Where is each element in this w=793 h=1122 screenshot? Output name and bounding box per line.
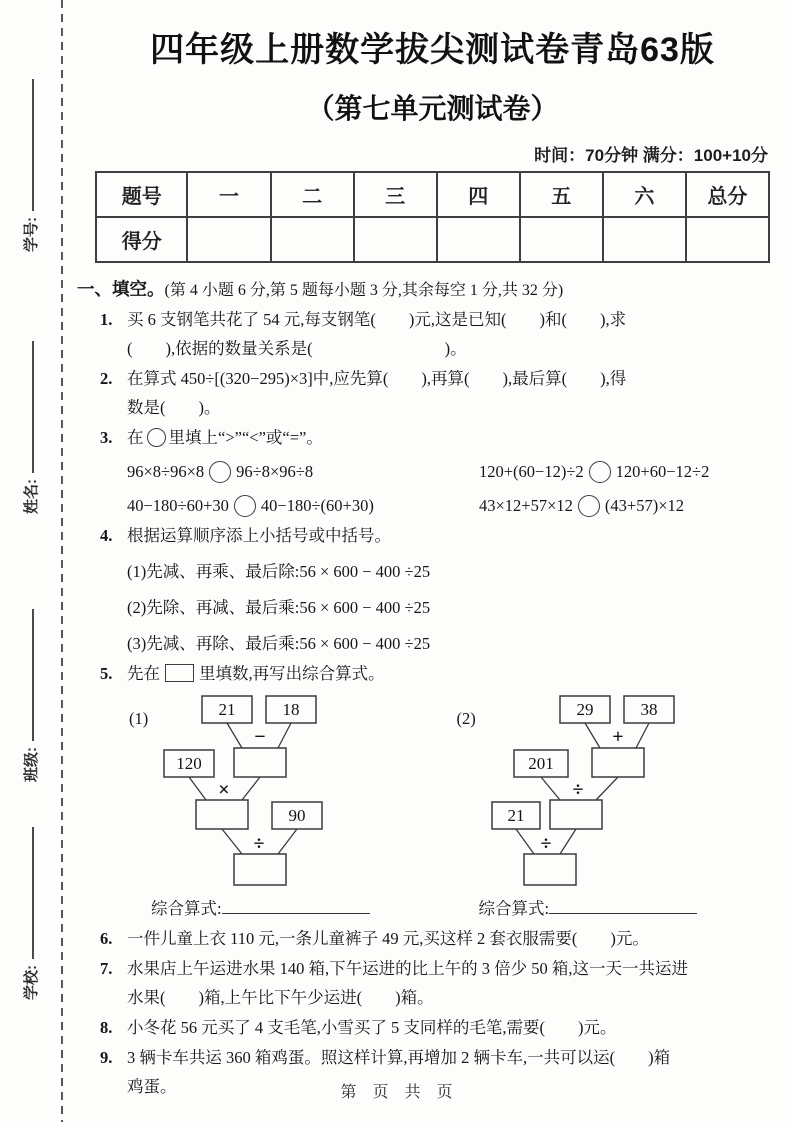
score-col-6: 六 <box>603 172 686 217</box>
expression-right: (43+57)×12 <box>604 496 685 515</box>
expression-left: 43×12+57×12 <box>479 496 573 515</box>
formula-label: 综合算式: <box>151 899 222 918</box>
compare-circle-icon <box>209 461 231 483</box>
class-label: 班级: <box>23 747 40 782</box>
paper-body <box>77 0 770 1101</box>
diagram-value: 90 <box>288 806 306 825</box>
question-9-number: 9. <box>100 1048 113 1067</box>
score-cell <box>686 217 769 262</box>
student-number-blank <box>28 79 34 211</box>
formula-blank <box>222 909 370 914</box>
expression-right: 96÷8×96÷8 <box>236 462 314 481</box>
compare-circle-icon <box>589 461 611 483</box>
question-3-number: 3. <box>100 428 113 447</box>
empty-answer-box <box>196 800 248 829</box>
expression-left: 120+(60−12)÷2 <box>479 462 584 481</box>
diagram-value: 38 <box>640 700 658 719</box>
paper-subtitle: （第七单元测试卷） <box>306 93 559 124</box>
question-7-line-1: 水果店上午运进水果 140 箱,下午运进的比上午的 3 倍少 50 箱,这一天一共运进 <box>127 959 688 978</box>
question-1-number: 1. <box>100 310 113 329</box>
compare-circle-icon <box>578 495 600 517</box>
name-field <box>20 341 41 514</box>
compare-row-1 <box>127 457 770 486</box>
operator-times: × <box>218 779 230 801</box>
question-2-line-2: 数是( )。 <box>127 398 221 417</box>
composite-formula-1 <box>151 894 443 923</box>
school-label: 学校: <box>23 965 40 1000</box>
operator-divide: ÷ <box>572 779 584 801</box>
exam-time-score: 时间：70分钟 满分：100+10分 <box>534 146 768 165</box>
question-5-intro <box>127 659 770 688</box>
operator-divide: ÷ <box>540 833 552 855</box>
score-cell <box>437 217 520 262</box>
question-6-number: 6. <box>100 929 113 948</box>
compare-item <box>127 457 479 486</box>
question-5-number: 5. <box>100 664 113 683</box>
compare-item <box>127 491 479 520</box>
diagram-value: 29 <box>576 700 594 719</box>
question-4-intro: 根据运算顺序添上小括号或中括号。 <box>127 526 391 545</box>
score-cell <box>271 217 354 262</box>
question-8-line-1: 小冬花 56 元买了 4 支毛笔,小雪买了 5 支同样的毛笔,需要( )元。 <box>127 1018 617 1037</box>
score-row-label: 得分 <box>96 217 187 262</box>
name-label: 姓名: <box>23 479 40 514</box>
diagram-value: 18 <box>282 700 300 719</box>
question-4 <box>95 521 770 658</box>
class-field <box>20 609 41 782</box>
score-col-1: 一 <box>187 172 270 217</box>
school-blank <box>28 827 34 959</box>
page-footer: 第 页 共 页 <box>340 1084 453 1101</box>
score-col-4: 四 <box>437 172 520 217</box>
score-cell <box>603 217 686 262</box>
diagram-value: 201 <box>528 754 554 773</box>
question-7-line-2: 水果( )箱,上午比下午少运进( )箱。 <box>127 988 434 1007</box>
section-one-heading <box>77 276 770 301</box>
score-table-corner: 题号 <box>96 172 187 217</box>
empty-answer-box <box>592 748 644 777</box>
score-cell <box>187 217 270 262</box>
score-table-score-row <box>96 217 769 262</box>
flow-diagrams <box>127 692 770 923</box>
question-6 <box>95 924 770 953</box>
fill-box-icon <box>165 664 194 682</box>
question-5-intro-pre: 先在 <box>127 664 160 683</box>
question-4-item-1: (1)先减、再乘、最后除:56 × 600 − 400 ÷25 <box>127 562 431 581</box>
diagram-1-block <box>127 692 443 923</box>
question-1 <box>95 305 770 363</box>
question-2-number: 2. <box>100 369 113 388</box>
number-flow-diagram-1 <box>154 692 414 892</box>
question-5-intro-post: 里填数,再写出综合算式。 <box>199 664 385 683</box>
expression-left: 96×8÷96×8 <box>127 462 205 481</box>
composite-formula-2 <box>479 894 771 923</box>
score-col-5: 五 <box>520 172 603 217</box>
compare-circle-icon <box>234 495 256 517</box>
question-4-item-2: (2)先除、再减、最后乘:56 × 600 − 400 ÷25 <box>127 598 431 617</box>
question-1-line-2: ( ),依据的数量关系是( )。 <box>127 339 467 358</box>
score-col-3: 三 <box>354 172 437 217</box>
question-5 <box>95 659 770 923</box>
school-field <box>20 827 41 1000</box>
question-7-number: 7. <box>100 959 113 978</box>
paper-title: 四年级上册数学拔尖测试卷青岛63版 <box>150 31 715 69</box>
operator-divide: ÷ <box>253 833 265 855</box>
question-8-number: 8. <box>100 1018 113 1037</box>
section-score-note: (第 4 小题 6 分,第 5 题每小题 3 分,其余每空 1 分,共 32 分) <box>164 282 564 299</box>
diagram-2-label: (2) <box>456 709 476 728</box>
question-9-line-2: 鸡蛋。 <box>127 1077 177 1096</box>
question-7 <box>95 954 770 1012</box>
operator-minus: − <box>254 726 266 748</box>
question-3 <box>95 423 770 520</box>
question-9-line-1: 3 辆卡车共运 360 箱鸡蛋。照这样计算,再增加 2 辆卡车,一共可以运( )箱 <box>127 1048 671 1067</box>
diagram-2-block <box>455 692 771 923</box>
empty-answer-box <box>234 854 286 885</box>
empty-answer-box <box>550 800 602 829</box>
score-col-total: 总分 <box>686 172 769 217</box>
compare-item <box>479 457 770 486</box>
formula-label: 综合算式: <box>478 899 550 918</box>
score-table-header-row <box>96 172 769 217</box>
fold-dashed-line <box>61 0 63 1122</box>
diagram-value: 120 <box>176 754 202 773</box>
question-2 <box>95 364 770 422</box>
name-blank <box>28 341 34 473</box>
expression-right: 120+60−12÷2 <box>615 462 710 481</box>
score-col-2: 二 <box>271 172 354 217</box>
number-flow-diagram-2 <box>482 692 742 892</box>
diagram-1-label: (1) <box>129 709 149 728</box>
compare-item <box>479 491 770 520</box>
student-number-label: 学号: <box>23 217 40 252</box>
score-cell <box>354 217 437 262</box>
question-2-line-1: 在算式 450÷[(320−295)×3]中,应先算( ),再算( ),最后算( ),得 <box>127 369 627 388</box>
empty-answer-box <box>234 748 286 777</box>
compare-circle-icon <box>147 428 166 447</box>
formula-blank <box>549 909 697 914</box>
question-3-intro-post: 里填上“>”“<”或“=”。 <box>168 428 323 447</box>
question-8 <box>95 1013 770 1042</box>
question-6-line-1: 一件儿童上衣 110 元,一条儿童裤子 49 元,买这样 2 套衣服需要( )元。 <box>127 929 649 948</box>
operator-plus: + <box>612 726 624 748</box>
question-1-line-1: 买 6 支钢笔共花了 54 元,每支钢笔( )元,这是已知( )和( ),求 <box>127 310 627 329</box>
score-cell <box>520 217 603 262</box>
student-number-field <box>20 79 41 252</box>
compare-row-2 <box>127 491 770 520</box>
question-4-item-3: (3)先减、再除、最后乘:56 × 600 − 400 ÷25 <box>127 634 431 653</box>
question-3-intro <box>127 423 770 452</box>
expression-right: 40−180÷(60+30) <box>260 496 374 515</box>
diagram-value: 21 <box>507 806 525 825</box>
section-title: 一、填空。 <box>77 279 165 299</box>
empty-answer-box <box>524 854 576 885</box>
question-4-number: 4. <box>100 526 113 545</box>
question-3-intro-pre: 在 <box>127 428 144 447</box>
expression-left: 40−180÷60+30 <box>127 496 229 515</box>
diagram-value: 21 <box>218 700 236 719</box>
score-table <box>95 171 770 263</box>
class-blank <box>28 609 34 741</box>
